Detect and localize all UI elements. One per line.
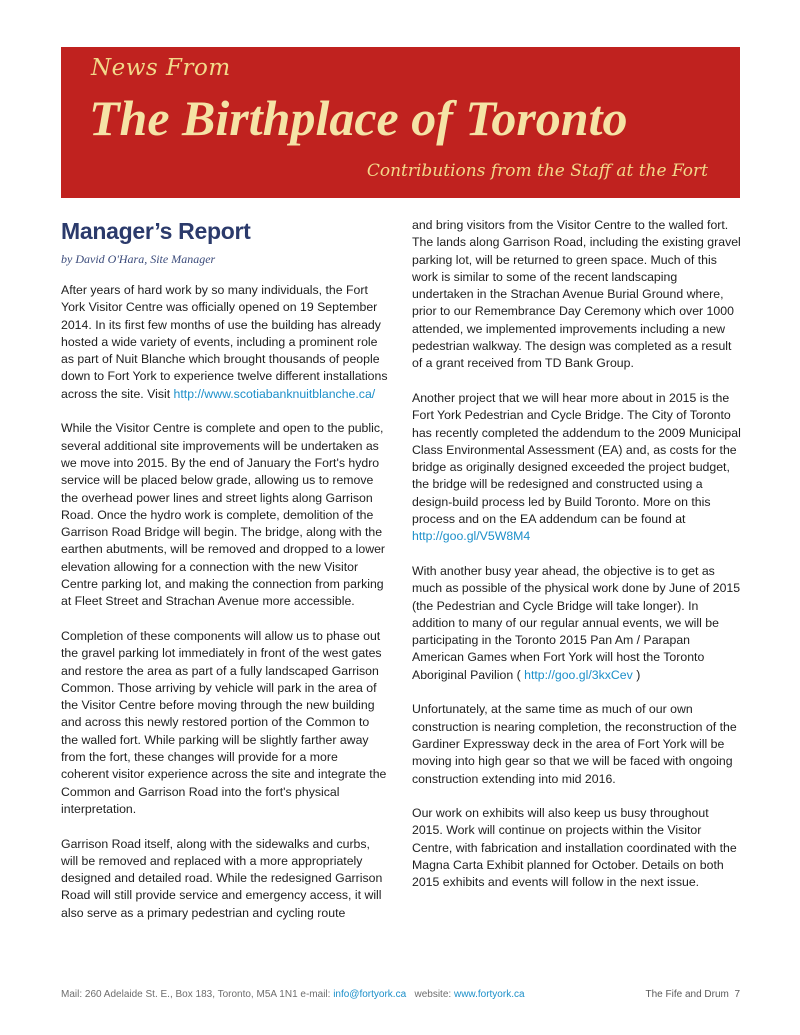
- paragraph: [61, 282, 389, 403]
- footer-website-link[interactable]: www.fortyork.ca: [453, 989, 525, 1000]
- paragraph: Our work on exhibits will also keep us busy throughout 2015. Work will continue on projects within the Visitor Centre, with fabrication and installation coordinated with the Magna Carta Exhibit planned for October. Details on both 2015 exhibits and events will follow in the next issue.: [412, 806, 737, 890]
- masthead-banner: [61, 47, 740, 198]
- paragraph: and bring visitors from the Visitor Centre to the walled fort. The lands along Garrison Road, including the existing gravel parking lot, will be returned to green space. Much of this work is similar to some of the recent landscaping undertaken in the Strachan Avenue Burial Ground where, prior to our Remembrance Day Ceremony which over 1000 attended, we implemented improvements including a new pedestrian walkway. The design was completed as a result of a grant received from TD Bank Group.: [412, 218, 741, 371]
- pavilion-link[interactable]: http://goo.gl/3kxCev: [524, 667, 633, 682]
- paragraph: Unfortunately, at the same time as much of our own construction is nearing completion, the reconstruction of the Gardiner Expressway deck in the area of Fort York will be moving into high gear so that we will be faced with ongoing construction extending into mid 2016.: [412, 702, 737, 786]
- footer-website-label: website:: [406, 989, 454, 1000]
- paragraph-text: Another project that we will hear more about in 2015 is the Fort York Pedestrian and Cycle Bridge. The City of Toronto has recently completed the addendum to the 2009 Municipal Class Environmental Assessment (EA) and, as costs for the bridge as originally designed exceeded the project budget, the bridge will be redesigned and constructed using a design-build process led by Build Toronto. More on this process and on the EA addendum can be found at: [412, 390, 741, 527]
- paragraph: While the Visitor Centre is complete and open to the public, several additional site improvements will be undertaken as we move into 2015. By the end of January the Fort's hydro service will be placed below grade, allowing us to remove the overhead power lines and street lights along Garrison Road. Once the hydro work is complete, demolition of the Garrison Road Bridge will begin. The bridge, along with the earthen abutments, will be removed and dropped to a lower elevation allowing for a connection with the new Visitor Centre parking lot, and making the connection from parking at Fleet Street and Strachan Avenue more accessible.: [61, 421, 386, 609]
- footer-mail: Mail: 260 Adelaide St. E., Box 183, Toronto, M5A 1N1 e-mail:: [61, 989, 334, 1000]
- paragraph: Garrison Road itself, along with the sidewalks and curbs, will be removed and replaced with a more appropriately designed and detailed road. While the redesigned Garrison Road will still provide service and emergency access, it will also serve as a primary pedestrian and cycling route: [61, 836, 383, 920]
- masthead-tagline: Contributions from the Staff at the Fort: [366, 161, 708, 181]
- article-column-left: [61, 217, 389, 922]
- page-footer: [61, 989, 740, 1001]
- nuit-blanche-link[interactable]: http://www.scotiabanknuitblanche.ca/: [173, 386, 376, 401]
- paragraph: [412, 390, 742, 546]
- paragraph: [412, 563, 742, 684]
- paragraph: Completion of these components will allow us to phase out the gravel parking lot immediately in front of the west gates and restore the area as part of a fully landscaped Garrison Common. Those arriving by vehicle will park in the area of the Visitor Centre before moving through the new building and across this newly restored portion of the Common to the walled fort. While parking will be slightly farther away from the fort, these changes will provide for a more coherent visitor experience across the site and integrate the Common and Garrison Road into the fort's physical interpretation.: [61, 628, 387, 816]
- page-number: 7: [734, 989, 740, 1000]
- masthead-title: The Birthplace of Toronto: [89, 90, 628, 146]
- paragraph-text: After years of hard work by so many individuals, the Fort York Visitor Centre was officially opened on 19 September 2014. In its first few months of use the building has already hosted a wide variety of events, including a prominent role as part of Nuit Blanche which brought thousands of people down to Fort York to experience twelve different installations across the site. Visit: [61, 283, 388, 401]
- article-heading: Manager’s Report: [61, 218, 251, 244]
- footer-publication: [646, 989, 741, 1001]
- article-column-right: [412, 217, 742, 892]
- paragraph-text: ): [632, 667, 641, 682]
- article-byline: by David O'Hara, Site Manager: [61, 252, 216, 266]
- ea-addendum-link[interactable]: http://goo.gl/V5W8M4: [412, 529, 531, 544]
- publication-name: The Fife and Drum: [645, 989, 729, 1000]
- paragraph-text: With another busy year ahead, the objective is to get as much as possible of the physical work done by June of 2015 (the Pedestrian and Cycle Bridge will take longer). In addition to many of our regular annual events, we will be participating in the Toronto 2015 Pan Am / Parapan American Games when Fort York will host the Toronto Aboriginal Pavilion (: [412, 563, 741, 682]
- masthead-kicker: News From: [91, 55, 231, 81]
- footer-email-link[interactable]: info@fortyork.ca: [333, 989, 407, 1000]
